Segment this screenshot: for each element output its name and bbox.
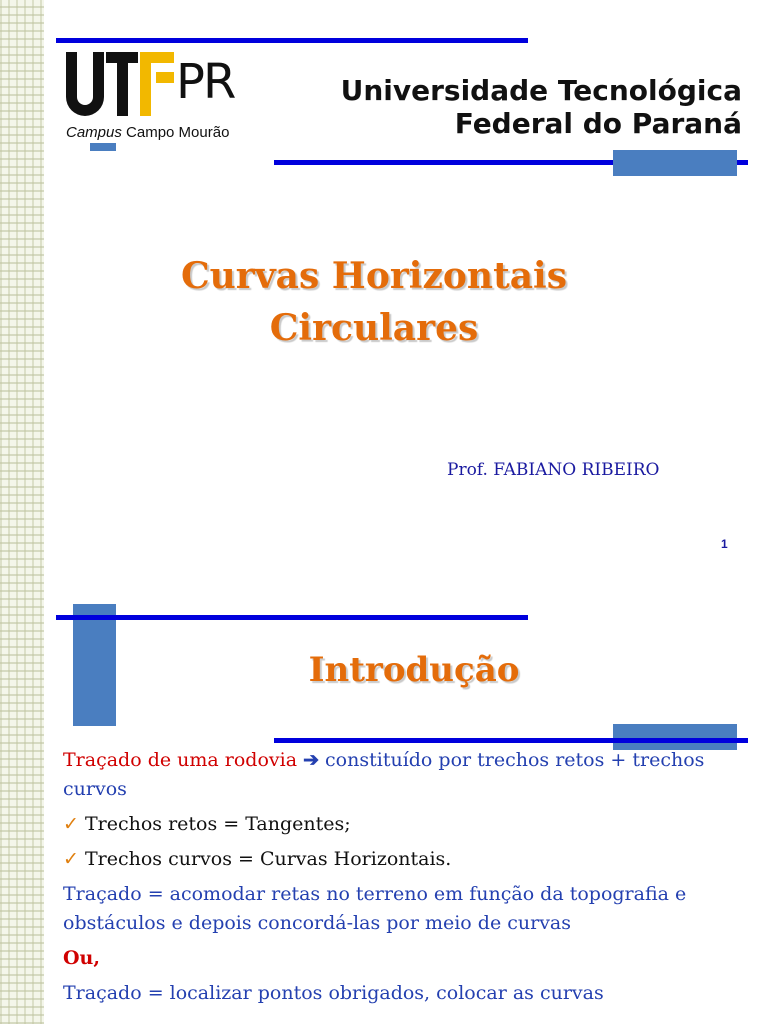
slide-1-title bbox=[44, 250, 704, 354]
university-line-1: Universidade Tecnológica bbox=[340, 74, 742, 107]
logo-letters-pr: PR bbox=[176, 54, 235, 110]
university-line-2: Federal do Paraná bbox=[454, 107, 742, 140]
slide-2 bbox=[44, 590, 768, 1024]
bullet-tangentes: ✓ Trechos retos = Tangentes; bbox=[63, 813, 351, 835]
title-line-1: Curvas Horizontais bbox=[180, 255, 568, 297]
university-name bbox=[341, 74, 742, 140]
slide-2-title: Introdução bbox=[308, 650, 520, 690]
left-pattern-strip bbox=[0, 0, 44, 1024]
title-line-2: Circulares bbox=[269, 307, 479, 349]
logo-letter-f bbox=[140, 52, 174, 116]
logo-letter-t bbox=[106, 52, 138, 116]
checkmark-icon: ✓ bbox=[63, 848, 79, 870]
slide-2-body bbox=[63, 746, 753, 1008]
bullet-curvas: ✓ Trechos curvos = Curvas Horizontais. bbox=[63, 848, 452, 870]
professor-name: Prof. FABIANO RIBEIRO bbox=[447, 460, 660, 480]
top-blue-bar-2 bbox=[56, 615, 528, 620]
logo-campus-label: Campus Campo Mourão bbox=[66, 124, 230, 141]
checkmark-icon: ✓ bbox=[63, 813, 79, 835]
page-number: 1 bbox=[721, 537, 728, 551]
utfpr-logo bbox=[66, 40, 266, 152]
or-label: Ou, bbox=[63, 947, 100, 969]
logo-letter-u bbox=[66, 52, 104, 116]
slide-1 bbox=[44, 0, 768, 590]
intro-paragraph: Traçado de uma rodovia ➔ constituído por trechos retos + trechos curvos bbox=[63, 749, 705, 800]
header-accent-square bbox=[613, 150, 737, 176]
arrow-right-icon: ➔ bbox=[303, 749, 319, 771]
bottom-blue-bar-2 bbox=[274, 738, 748, 743]
tracado-definition: Traçado = acomodar retas no terreno em função da topografia e obstáculos e depois concordá-las por meio de curvas bbox=[63, 883, 687, 934]
tracado-alternative: Traçado = localizar pontos obrigados, colocar as curvas bbox=[63, 982, 604, 1004]
